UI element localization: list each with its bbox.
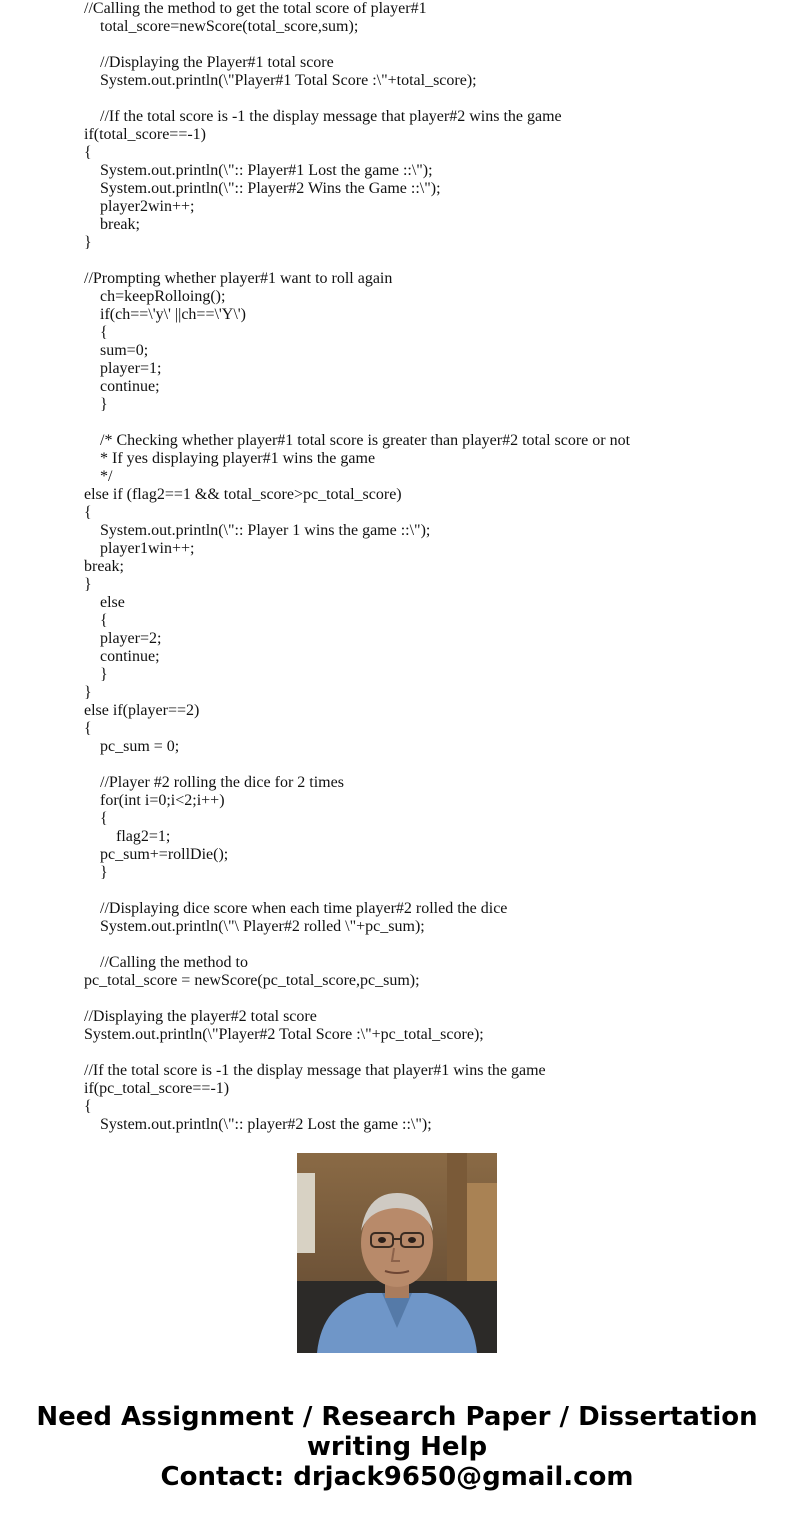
code-line: { [84,720,92,737]
code-listing [84,0,764,1133]
code-line: } [84,234,92,251]
code-line: //Player #2 rolling the dice for 2 times [100,774,344,791]
code-line: if(ch==\'y\' ||ch==\'Y\') [100,306,246,323]
code-line: System.out.println(\"\ Player#2 rolled \"+pc_sum); [100,918,425,935]
code-line: continue; [100,378,160,395]
code-line: if(total_score==-1) [84,126,206,143]
code-line: { [84,144,92,161]
code-line: * If yes displaying player#1 wins the game [100,450,376,467]
code-line: flag2=1; [116,828,171,845]
code-line: //Displaying the Player#1 total score [100,54,334,71]
code-line: System.out.println(\":: player#2 Lost the game ::\"); [100,1116,432,1133]
code-line: } [100,396,108,413]
code-line: System.out.println(\":: Player#1 Lost the game ::\"); [100,162,433,179]
code-line: player=2; [100,630,162,647]
code-line [84,936,764,954]
code-line [84,90,764,108]
code-line [84,990,764,1008]
code-line: total_score=newScore(total_score,sum); [100,18,359,35]
code-line: break; [100,216,140,233]
code-line: break; [84,558,124,575]
code-line: for(int i=0;i<2;i++) [100,792,225,809]
code-line: else if (flag2==1 && total_score>pc_total_score) [84,486,402,503]
code-line: else if(player==2) [84,702,200,719]
code-line: pc_total_score = newScore(pc_total_score,pc_sum); [84,972,420,989]
code-line: { [84,1098,92,1115]
code-line: { [84,504,92,521]
code-line: player=1; [100,360,162,377]
code-line: //Displaying the player#2 total score [84,1008,317,1025]
code-line: //Displaying dice score when each time player#2 rolled the dice [100,900,508,917]
code-line: System.out.println(\":: Player 1 wins the game ::\"); [100,522,431,539]
code-line: //Calling the method to get the total score of player#1 [84,0,427,17]
code-line: if(pc_total_score==-1) [84,1080,230,1097]
author-photo [297,1153,497,1353]
code-line: System.out.println(\"Player#1 Total Score :\"+total_score); [100,72,477,89]
contact-banner [0,1402,794,1492]
code-line: } [100,666,108,683]
code-line: continue; [100,648,160,665]
code-line [84,36,764,54]
code-line: */ [100,468,113,485]
code-line [84,756,764,774]
promo-headline: Need Assignment / Research Paper / Dissertation writing Help [36,1402,758,1462]
code-line: } [100,864,108,881]
code-line: { [100,324,108,341]
code-line [84,1044,764,1062]
code-line [84,252,764,270]
code-line: System.out.println(\":: Player#2 Wins the Game ::\"); [100,180,441,197]
code-line: //If the total score is -1 the display message that player#1 wins the game [84,1062,546,1079]
code-line: //Prompting whether player#1 want to roll again [84,270,393,287]
code-line: /* Checking whether player#1 total score is greater than player#2 total score or not [100,432,631,449]
code-line: { [100,612,108,629]
code-line: pc_sum = 0; [100,738,180,755]
code-line: } [84,576,92,593]
code-line: } [84,684,92,701]
promo-contact: Contact: drjack9650@gmail.com [160,1462,634,1492]
code-line [84,414,764,432]
code-line: //Calling the method to [100,954,248,971]
code-line [84,882,764,900]
code-line: { [100,810,108,827]
code-line: System.out.println(\"Player#2 Total Score :\"+pc_total_score); [84,1026,484,1043]
code-line: pc_sum+=rollDie(); [100,846,229,863]
avatar-portrait [297,1153,497,1353]
code-line: sum=0; [100,342,149,359]
code-line: else [100,594,125,611]
code-line: //If the total score is -1 the display message that player#2 wins the game [100,108,562,125]
code-line: ch=keepRolloing(); [100,288,226,305]
code-line: player2win++; [100,198,195,215]
code-line: player1win++; [100,540,195,557]
